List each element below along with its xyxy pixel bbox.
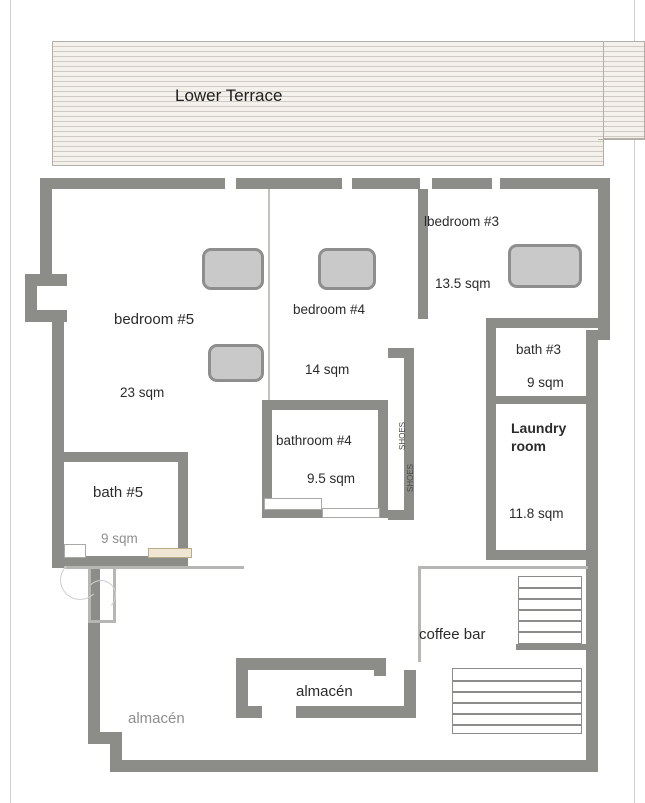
bathroom4-fixture <box>264 498 322 510</box>
terrace-extension-right <box>604 41 645 139</box>
area-bedroom-3: 13.5 sqm <box>435 276 491 291</box>
wall-top <box>40 178 225 189</box>
terrace-bottom-edge <box>52 165 604 166</box>
wall-top-4 <box>432 178 492 189</box>
wall-right-lower <box>586 330 598 580</box>
stairs-lower <box>452 668 582 734</box>
label-bedroom-5: bedroom #5 <box>114 311 195 328</box>
bed-bedroom5-a <box>202 248 264 290</box>
stairs-upper <box>518 576 582 644</box>
area-bathroom-4: 9.5 sqm <box>307 471 356 486</box>
wall-closet-bottom <box>388 510 414 520</box>
page-edge-left <box>10 0 11 803</box>
label-bathroom-4: bathroom #4 <box>276 433 352 448</box>
wall-almacen-left <box>236 658 248 710</box>
area-bedroom-4: 14 sqm <box>305 362 350 377</box>
wall-left-upper <box>40 178 52 274</box>
label-coffee-bar: coffee bar <box>419 626 486 643</box>
wall-closet-top <box>388 348 414 358</box>
wall-left-lower <box>52 318 64 566</box>
door-arc-hall <box>86 580 116 610</box>
wall-right-bottom-vert <box>586 572 598 772</box>
wall-top-3 <box>352 178 420 189</box>
wall-bathroom4-top <box>262 400 388 410</box>
wall-top-5 <box>500 178 610 189</box>
wall-almacen-bottom2 <box>296 706 416 718</box>
wall-almacen-bottom <box>236 706 262 718</box>
bath5-fixture <box>64 544 86 558</box>
terrace-label: Lower Terrace <box>175 86 283 105</box>
terrace-outer-edge <box>598 139 645 140</box>
wall-bath5-top <box>64 452 188 462</box>
label-bedroom-3: lbedroom #3 <box>424 214 500 229</box>
laundry-room-text: Laundry room <box>511 420 567 454</box>
bed-bedroom3 <box>508 244 582 288</box>
wall-bathroom4-right <box>378 400 388 518</box>
wall-laundry-bottom <box>486 550 588 560</box>
wall-bedroom3-left <box>418 189 428 319</box>
label-almacen-left: almacén <box>128 710 185 727</box>
wall-right-step <box>586 330 610 340</box>
bed-bedroom5-b <box>208 344 264 382</box>
area-bedroom-5: 23 sqm <box>120 385 165 400</box>
label-bath-3: bath #3 <box>516 342 562 357</box>
wall-divider-bedroom5 <box>268 189 270 409</box>
label-almacen-center: almacén <box>296 683 353 700</box>
stairs-divider <box>516 644 586 650</box>
wall-corridor-3 <box>418 566 421 662</box>
wall-bath3-top <box>486 318 610 328</box>
wall-corridor-2 <box>418 566 588 569</box>
closet-label-2: SHOES <box>406 463 415 492</box>
wall-laundry-top <box>486 396 588 404</box>
lower-terrace <box>52 41 604 166</box>
closet-label-1: SHOES <box>398 421 407 450</box>
label-bath-5: bath #5 <box>93 484 144 501</box>
area-bath-5: 9 sqm <box>101 531 138 546</box>
wall-bath3-left <box>486 318 496 558</box>
wall-bath5-partition2 <box>88 620 116 623</box>
bath5-counter <box>148 548 192 558</box>
wall-almacen-top <box>236 658 386 670</box>
wall-bottom-edge <box>110 760 588 772</box>
wall-bathroom4-left <box>262 400 272 508</box>
wall-almacen-riser <box>374 658 386 676</box>
wall-top-2 <box>236 178 342 189</box>
label-bedroom-4: bedroom #4 <box>293 302 366 317</box>
bed-bedroom4 <box>318 248 376 290</box>
wall-almacen-right <box>404 670 416 718</box>
bathroom4-fixture-2 <box>322 508 380 518</box>
wall-right-upper <box>598 178 610 338</box>
label-laundry-room <box>511 420 587 455</box>
area-laundry-room: 11.8 sqm <box>509 506 564 521</box>
area-bath-3: 9 sqm <box>527 375 564 390</box>
